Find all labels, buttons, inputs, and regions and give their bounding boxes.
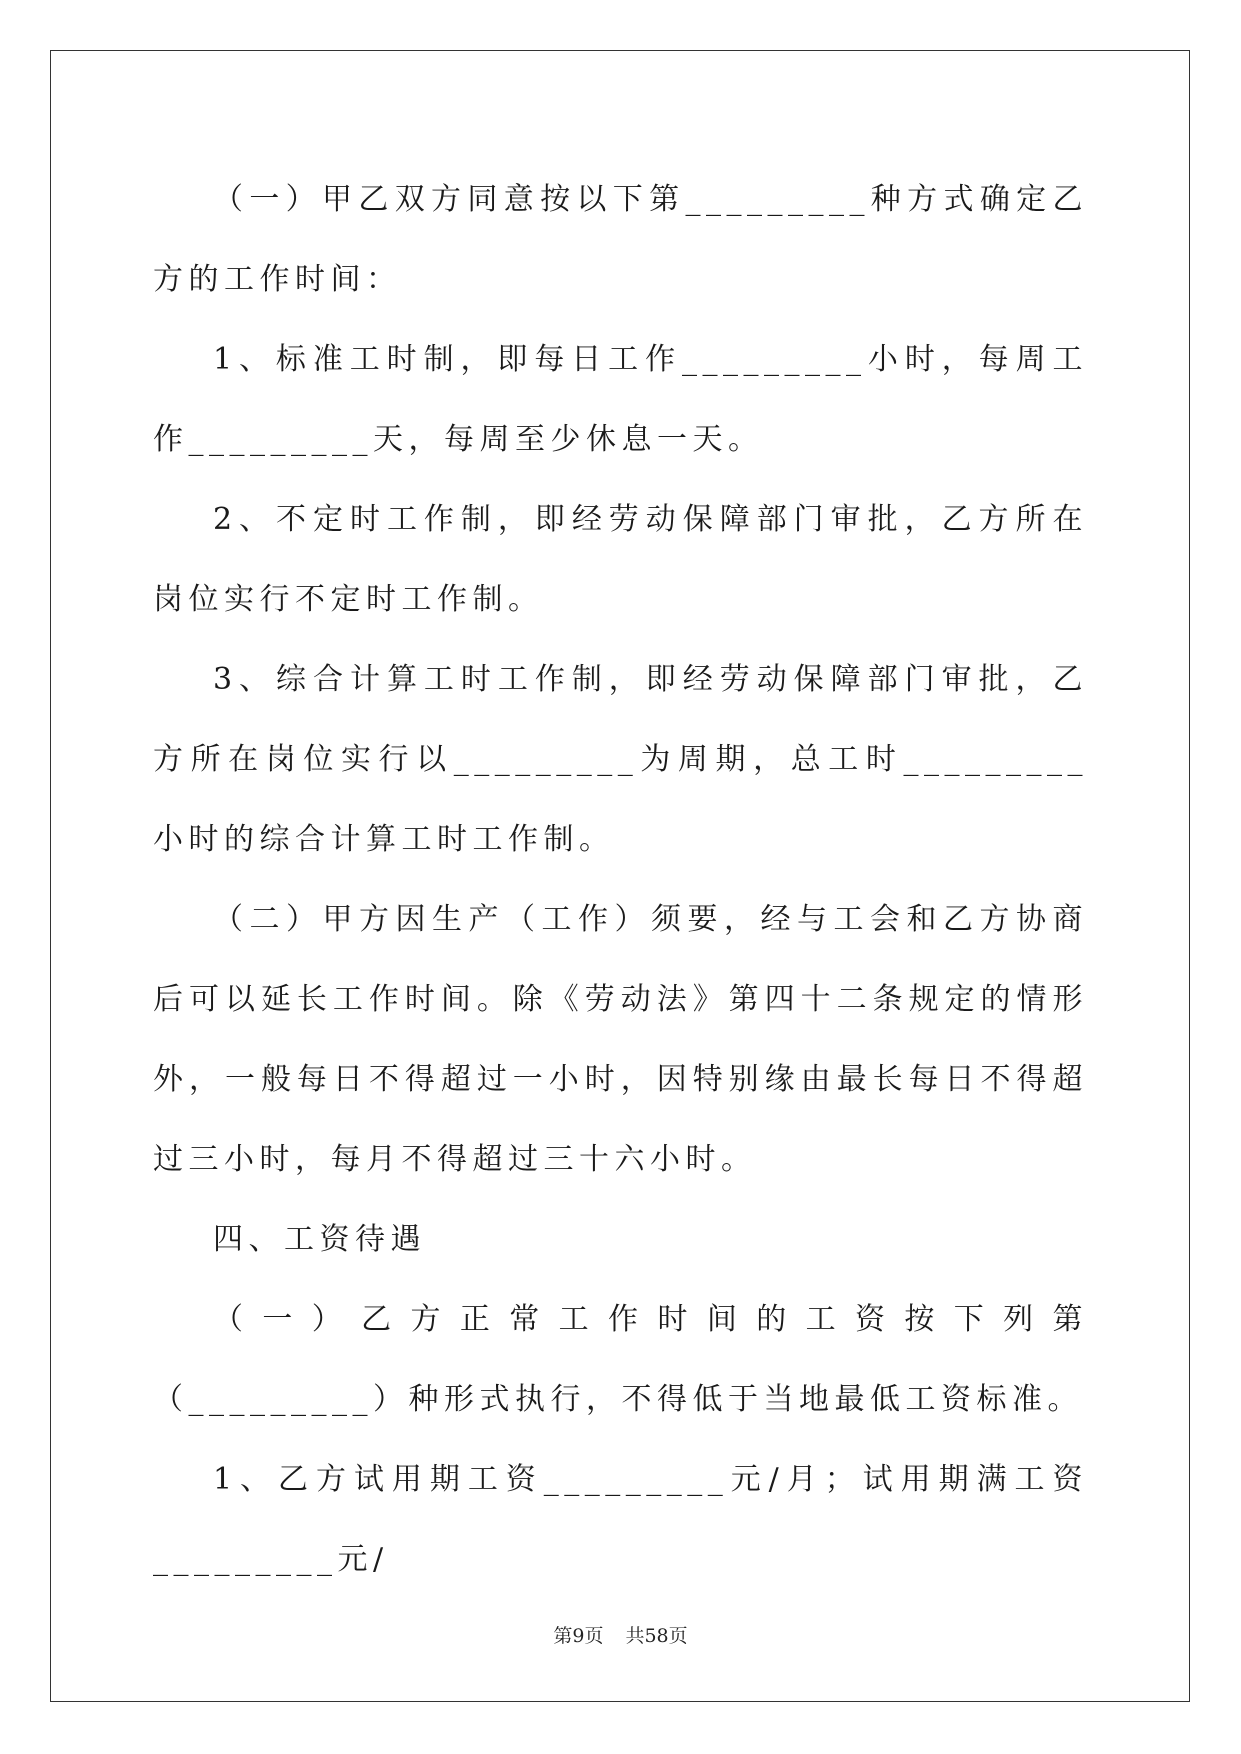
paragraph-standard-hours: 1、标准工时制，即每日工作_________小时，每周工作_________天，每周至少休息一天。 xyxy=(153,342,1088,457)
document-body xyxy=(153,160,1088,1600)
page-number: 第9页 xyxy=(553,1625,604,1647)
page-footer xyxy=(0,1624,1241,1648)
section-heading-wages: 四、工资待遇 xyxy=(213,1222,426,1257)
paragraph-overtime: （二）甲方因生产（工作）须要，经与工会和乙方协商后可以延长工作时间。除《劳动法》第四十二条规定的情形外，一般每日不得超过一小时，因特别缘由最长每日不得超过三小时，每月不得超过三十六小时。 xyxy=(153,902,1088,1177)
paragraph-work-time-method: （一）甲乙双方同意按以下第_________种方式确定乙方的工作时间： xyxy=(153,182,1088,297)
paragraph-probation-wage: 1、乙方试用期工资_________元/月；试用期满工资_________元/ xyxy=(153,1462,1088,1577)
page-total: 共58页 xyxy=(625,1625,688,1647)
paragraph-flexible-hours: 2、不定时工作制，即经劳动保障部门审批，乙方所在岗位实行不定时工作制。 xyxy=(153,502,1088,617)
paragraph-wage-form: （一）乙方正常工作时间的工资按下列第（_________）种形式执行，不得低于当地最低工资标准。 xyxy=(153,1302,1088,1417)
paragraph-comprehensive-hours: 3、综合计算工时工作制，即经劳动保障部门审批，乙方所在岗位实行以_________为周期，总工时_________小时的综合计算工时工作制。 xyxy=(153,662,1088,857)
